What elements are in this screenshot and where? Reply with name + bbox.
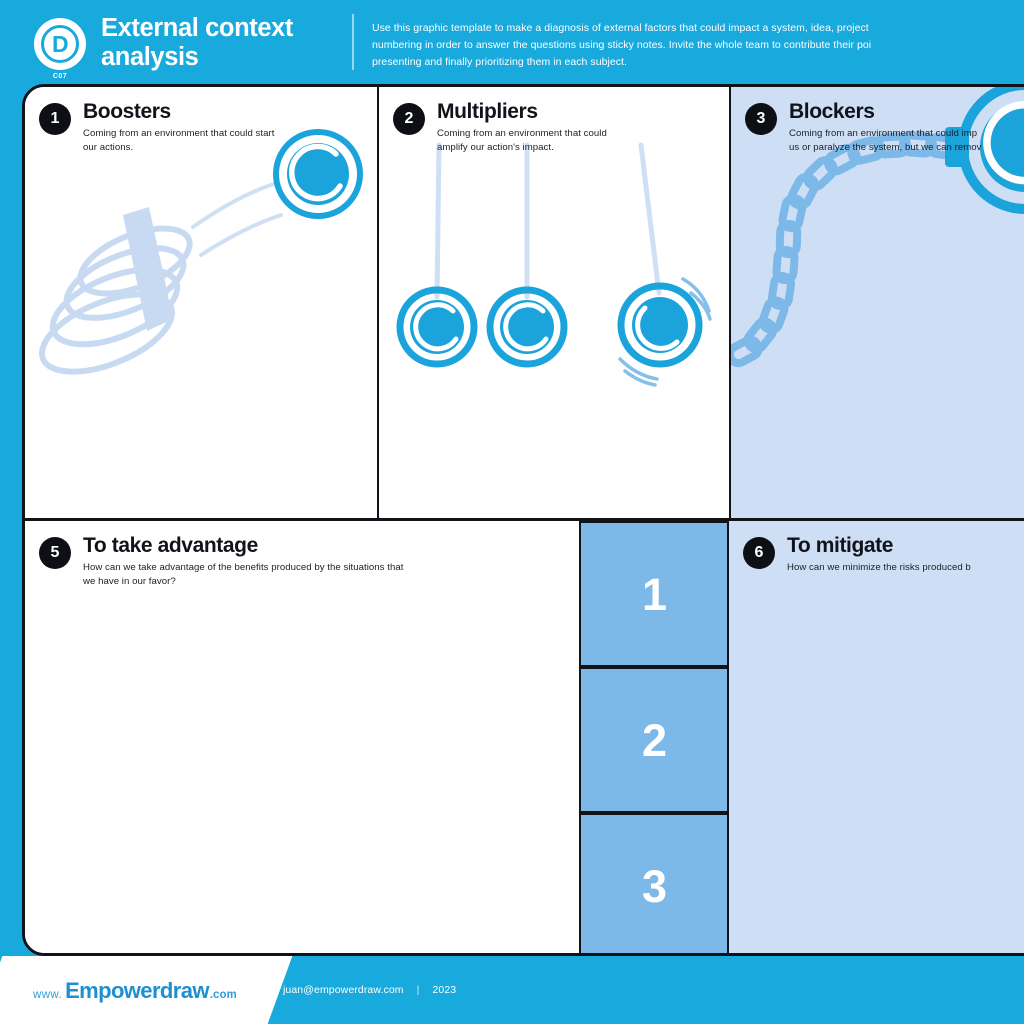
header-description-line: presenting and finally prioritizing them in each subject.: [372, 56, 627, 68]
panel-header: [39, 535, 571, 588]
panel-number-badge: 5: [39, 537, 71, 569]
footer-brand-name: Empowerdraw: [65, 978, 209, 1003]
header-description-line: numbering in order to answer the questions using sticky notes. Invite the whole team to contribute their poi: [372, 39, 872, 51]
panel-subtitle: [83, 561, 571, 589]
panel-number-badge: 6: [743, 537, 775, 569]
panel-multipliers[interactable]: [379, 87, 729, 518]
template-canvas: [22, 84, 1024, 956]
header-description: [372, 20, 1024, 71]
priority-box-number: 1: [641, 568, 667, 620]
footer-tld: .com: [209, 989, 237, 1001]
panel-subtitle-line: Coming from an environment that could: [437, 127, 607, 139]
footer: [0, 956, 1024, 1024]
panel-title: Boosters: [83, 100, 171, 123]
header-description-line: Use this graphic template to make a diagnosis of external factors that could impact a system, idea, project: [372, 22, 869, 34]
panel-number-badge: 2: [393, 103, 425, 135]
panel-header: [39, 101, 369, 154]
panel-subtitle-line: amplify our action's impact.: [437, 141, 554, 153]
header: [0, 0, 1024, 84]
panel-title: Multipliers: [437, 100, 538, 123]
footer-separator: |: [416, 984, 420, 996]
panel-subtitle-line: How can we take advantage of the benefits produced by the situations that: [83, 561, 404, 573]
priority-box-3[interactable]: [579, 813, 729, 956]
footer-year: 2023: [432, 984, 457, 996]
logo-letter: D: [51, 30, 69, 57]
brand-logo: [30, 18, 90, 80]
header-divider: [352, 14, 354, 70]
panel-subtitle-line: we have in our favor?: [83, 575, 176, 587]
panel-number-badge: 1: [39, 103, 71, 135]
panel-to-take-advantage[interactable]: [25, 521, 579, 956]
panel-subtitle-line: Coming from an environment that could start: [83, 127, 275, 139]
priority-box-1[interactable]: [579, 521, 729, 667]
panel-subtitle: [83, 127, 369, 155]
cradle-ball: [620, 279, 710, 385]
logo-circle-icon: [34, 18, 86, 70]
panel-number-badge: 3: [745, 103, 777, 135]
chain-links: [731, 135, 960, 366]
footer-email[interactable]: juan@empowerdraw.com: [283, 984, 404, 996]
panel-blockers[interactable]: [731, 87, 1024, 518]
logo-ring-icon: [41, 25, 79, 63]
priority-box-number: 3: [641, 860, 667, 912]
footer-www: www.: [33, 989, 63, 1001]
panel-header: [745, 101, 1024, 154]
panel-subtitle: [787, 561, 1024, 575]
panel-subtitle-line: us or paralyze the system, but we can remov: [789, 141, 982, 153]
panel-title: To mitigate: [787, 534, 894, 557]
logo-code: C07: [52, 73, 68, 80]
panel-subtitle-line: How can we minimize the risks produced b: [787, 561, 971, 573]
panel-subtitle: [789, 127, 1024, 155]
cradle-ball: [400, 290, 474, 364]
page-title: External context analysis: [101, 14, 293, 71]
panel-subtitle: [437, 127, 721, 155]
panel-title: Blockers: [789, 100, 875, 123]
footer-meta: [283, 984, 456, 996]
cradle-ball: [490, 290, 564, 364]
priority-boxes-column: [579, 521, 729, 956]
footer-brand[interactable]: [33, 978, 237, 1004]
panel-subtitle-line: Coming from an environment that could imp: [789, 127, 978, 139]
panel-to-mitigate[interactable]: [729, 521, 1024, 956]
priority-box-number: 2: [641, 714, 667, 766]
panel-header: [393, 101, 721, 154]
priority-box-2[interactable]: [579, 667, 729, 813]
panel-title: To take advantage: [83, 534, 258, 557]
panel-header: [743, 535, 1024, 575]
panel-subtitle-line: our actions.: [83, 141, 134, 153]
panel-boosters[interactable]: [25, 87, 377, 518]
